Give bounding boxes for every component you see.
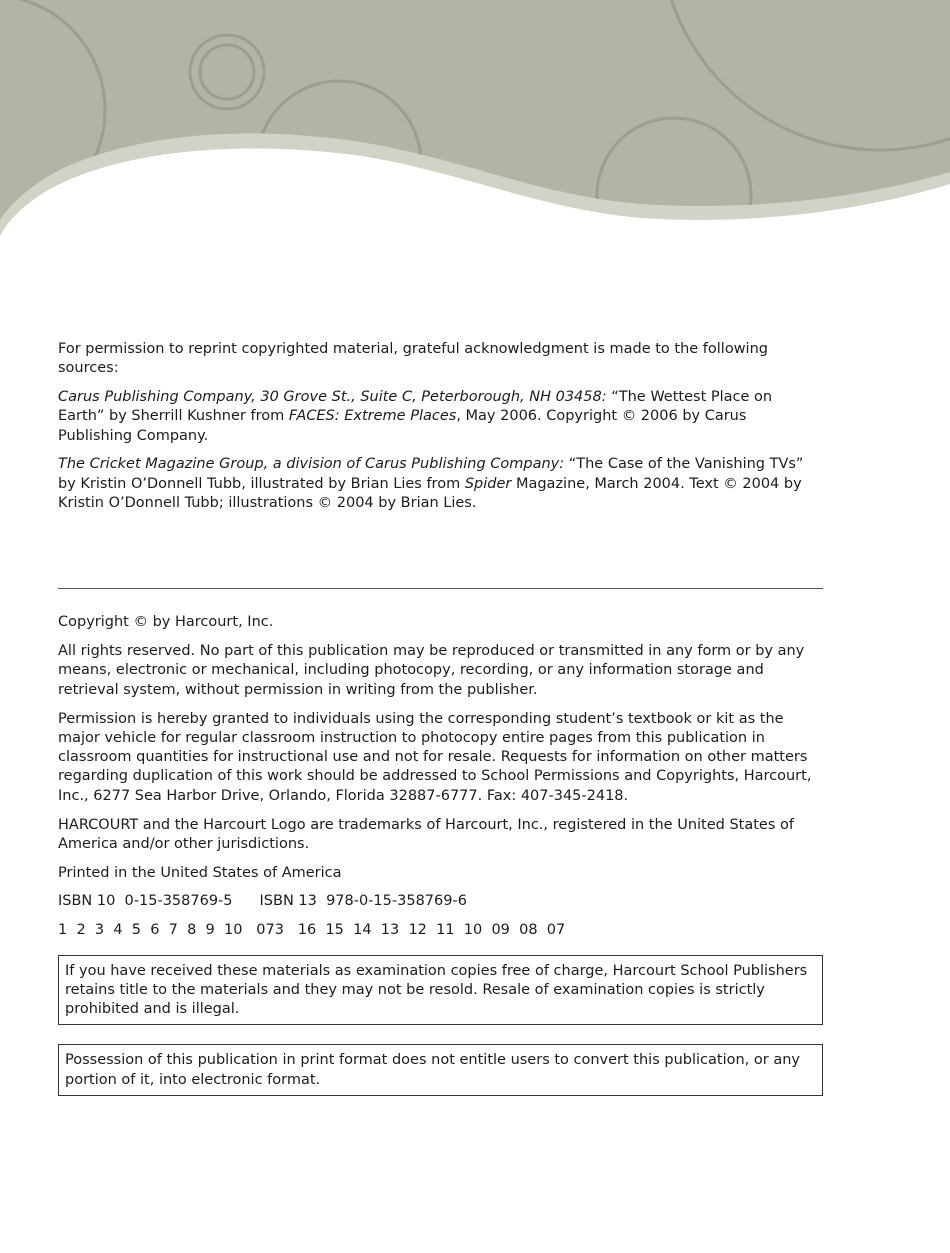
- examination-copy-notice: [58, 955, 823, 1026]
- rights-reserved-text: All rights reserved. No part of this publication may be reproduced or transmitted in any form or by any means, electronic or mechanical, including photocopy, recording, or any information storage and retrieval system, without permission in writing from the publisher.: [58, 643, 805, 698]
- copyright-line: Copyright © by Harcourt, Inc.: [58, 614, 274, 631]
- isbn-line: [58, 892, 823, 911]
- acknowledgment-entry: [58, 388, 823, 446]
- acknowledgment-text: , May 2006. Copyright © 2006 by Carus Publishing Company.: [58, 408, 747, 444]
- banner-fill: [0, 0, 950, 220]
- acknowledgment-text: “The Case of the Vanishing TVs” by Kristin O’Donnell Tubb, illustrated by Brian Lies from: [58, 456, 804, 492]
- acknowledgment-text: “The Wettest Place on Earth” by Sherrill Kushner from: [58, 389, 773, 425]
- electronic-format-text: Possession of this publication in print format does not entitle users to convert this publication, or any portion of it, into electronic format.: [65, 1052, 800, 1088]
- permission-text: Permission is hereby granted to individuals using the corresponding student’s textbook or kit as the major vehicle for regular classroom instruction to photocopy entire pages from this publication in classroom quantities for instructional use and not for resale. Requests for information on other matters regarding duplication of this work should be addressed to School Permissions and Copyrights, Harcourt, Inc., 6277 Sea Harbor Drive, Orlando, Florida 32887-6777. Fax: 407-345-2418.: [58, 710, 812, 804]
- acknowledgment-text: Magazine, March 2004. Text © 2004 by Kristin O’Donnell Tubb; illustrations © 2004 by Brian Lies.: [58, 475, 802, 512]
- printing-line: 1 2 3 4 5 6 7 8 9 10 073 16 15 14 13 12 11 10 09 08 07: [58, 922, 566, 939]
- publication-title: FACES: Extreme Places: [288, 408, 457, 425]
- isbn-10: ISBN 10 0-15-358769-5: [58, 893, 233, 910]
- examination-copy-text: If you have received these materials as examination copies free of charge, Harcourt School Publishers retains title to the materials and they may not be resold. Resale of examination copies is strictly prohibited and is illegal.: [65, 962, 808, 1018]
- decorative-header-banner: [0, 0, 950, 260]
- acknowledgment-intro: For permission to reprint copyrighted material, grateful acknowledgment is made to the following sources:: [58, 341, 768, 377]
- trademark-text: HARCOURT and the Harcourt Logo are trademarks of Harcourt, Inc., registered in the United States of America and/or other jurisdictions.: [58, 816, 794, 852]
- isbn-13: ISBN 13 978-0-15-358769-6: [259, 893, 467, 910]
- acknowledgment-entry: [58, 455, 823, 513]
- acknowledgment-source: Carus Publishing Company, 30 Grove St., Suite C, Peterborough, NH 03458:: [58, 389, 607, 406]
- acknowledgment-source: The Cricket Magazine Group, a division of Carus Publishing Company:: [58, 456, 565, 473]
- copyright-page-content: [58, 340, 823, 1096]
- section-divider: [58, 588, 823, 589]
- printed-in-text: Printed in the United States of America: [58, 864, 342, 881]
- electronic-format-notice: [58, 1044, 823, 1096]
- publication-title: Spider: [464, 475, 512, 492]
